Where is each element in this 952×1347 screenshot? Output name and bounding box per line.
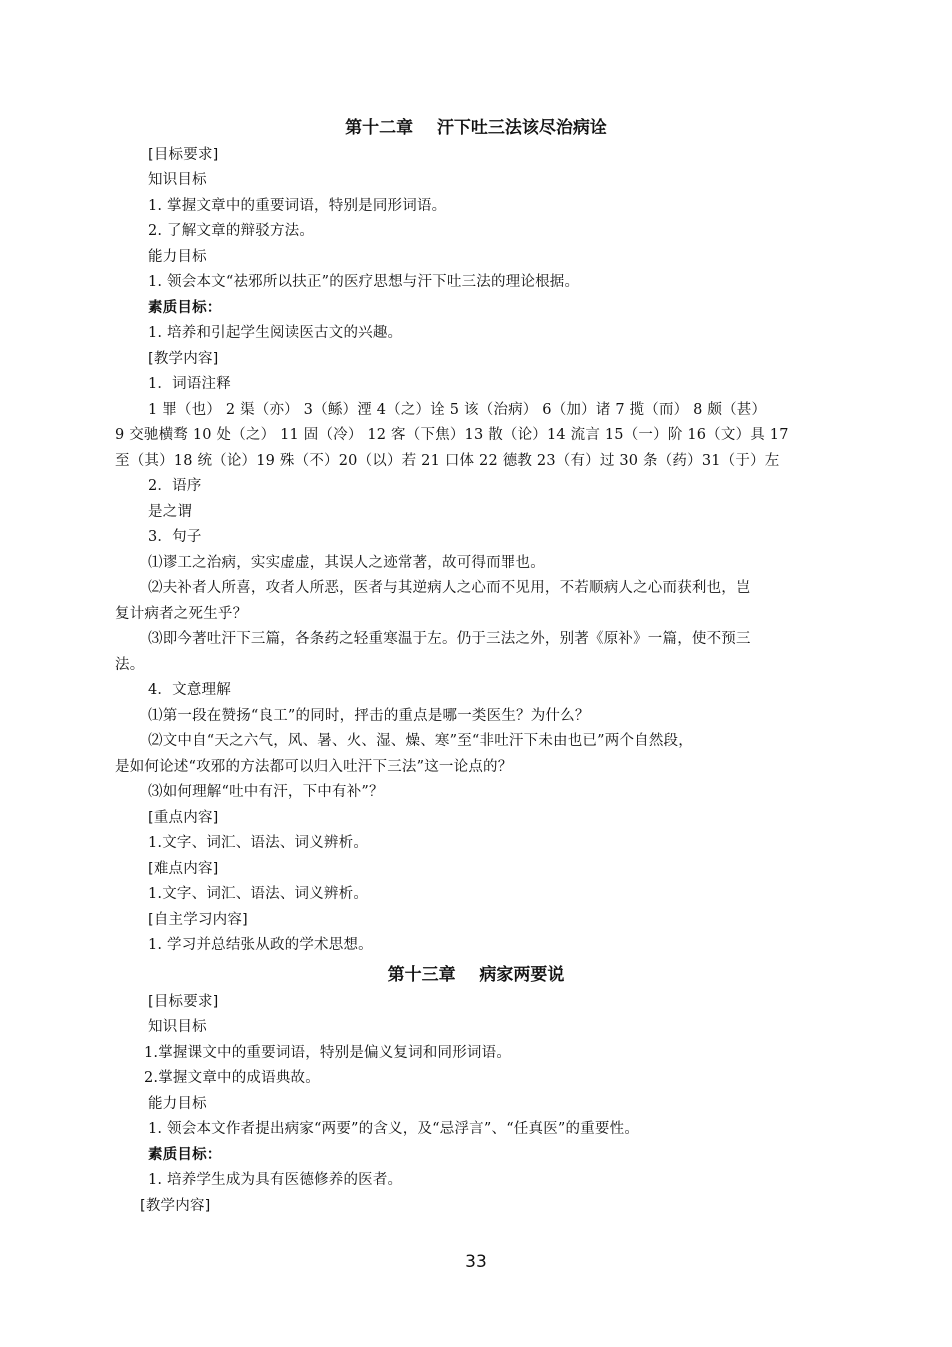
- sentence-line: ⑵夫补者人所喜，攻者人所恶，医者与其逆病人之心而不见用，不若顺病人之心而获利也，岂: [148, 580, 751, 596]
- sentence-header: 3．句子: [148, 529, 202, 545]
- sentence-line: ⑶即今著吐汗下三篇，各条药之轻重寒温于左。仍于三法之外，别著《原补》一篇，使不预三: [148, 631, 751, 647]
- knowledge-item: 2.掌握文章中的成语典故。: [144, 1070, 320, 1086]
- sentence-line: 法。: [115, 657, 145, 673]
- content-header: [教学内容]: [148, 351, 219, 367]
- knowledge-header: 知识目标: [148, 1019, 207, 1035]
- quality-header: 素质目标：: [148, 300, 222, 316]
- order-text: 是之谓: [148, 504, 193, 520]
- goals-header: [目标要求]: [148, 147, 219, 163]
- knowledge-header: 知识目标: [148, 172, 207, 188]
- vocab-line: 9 交驰横骛 10 处（之） 11 固（冷） 12 客（下焦）13 散（论）14 流言 15（一）阶 16（文）具 17: [115, 427, 789, 443]
- self-study-text: 1. 学习并总结张从政的学术思想。: [148, 937, 373, 953]
- meaning-line: ⑵文中自“天之六气，风、暑、火、湿、燥、寒”至“非吐汗下未由也已”两个自然段，: [148, 733, 693, 749]
- meaning-line: ⑴第一段在赞扬“良工”的同时，抨击的重点是哪一类医生？为什么？: [148, 708, 590, 724]
- meaning-header: 4．文意理解: [148, 682, 231, 698]
- key-text: 1.文字、词汇、语法、词义辨析。: [148, 835, 369, 851]
- quality-header: 素质目标：: [148, 1147, 222, 1163]
- self-study-header: [自主学习内容]: [148, 912, 248, 928]
- goals-header: [目标要求]: [148, 994, 219, 1010]
- ability-item: 1. 领会本文“祛邪所以扶正”的医疗思想与汗下吐三法的理论根据。: [148, 274, 580, 290]
- content-header: [教学内容]: [140, 1198, 211, 1214]
- quality-item: 1. 培养学生成为具有医德修养的医者。: [148, 1172, 403, 1188]
- knowledge-item: 1.掌握课文中的重要词语，特别是偏义复词和同形词语。: [144, 1045, 512, 1061]
- knowledge-item: 2. 了解文章的辩驳方法。: [148, 223, 315, 239]
- difficult-header: [难点内容]: [148, 861, 219, 877]
- order-header: 2．语序: [148, 478, 202, 494]
- sentence-line: 复计病者之死生乎？: [115, 606, 248, 622]
- key-header: [重点内容]: [148, 810, 219, 826]
- knowledge-item: 1. 掌握文章中的重要词语，特别是同形词语。: [148, 198, 447, 214]
- chapter-13-title: 第十三章 病家两要说: [387, 965, 565, 985]
- vocab-header: 1．词语注释: [148, 376, 231, 392]
- meaning-line: 是如何论述“攻邪的方法都可以归入吐汗下三法”这一论点的？: [115, 759, 513, 775]
- meaning-line: ⑶如何理解“吐中有汗，下中有补”？: [148, 784, 384, 800]
- chapter-12-title: 第十二章 汗下吐三法该尽治病诠: [345, 118, 607, 138]
- vocab-line: 1 罪（也） 2 渠（亦） 3（鲧）湮 4（之）诠 5 该（治病） 6（加）诸 7 揽（而） 8 颇（甚）: [148, 402, 767, 418]
- quality-item: 1. 培养和引起学生阅读医古文的兴趣。: [148, 325, 403, 341]
- ability-header: 能力目标: [148, 1096, 207, 1112]
- ability-item: 1. 领会本文作者提出病家“两要”的含义，及“忌浮言”、“任真医”的重要性。: [148, 1121, 640, 1137]
- difficult-text: 1.文字、词汇、语法、词义辨析。: [148, 886, 369, 902]
- ability-header: 能力目标: [148, 249, 207, 265]
- sentence-line: ⑴谬工之治病，实实虚虚，其误人之迹常著，故可得而罪也。: [148, 555, 545, 571]
- page-number: 33: [465, 1252, 487, 1272]
- vocab-line: 至（其）18 统（论）19 殊（不）20（以）若 21 口体 22 德教 23（有）过 30 条（药）31（于）左: [115, 453, 780, 469]
